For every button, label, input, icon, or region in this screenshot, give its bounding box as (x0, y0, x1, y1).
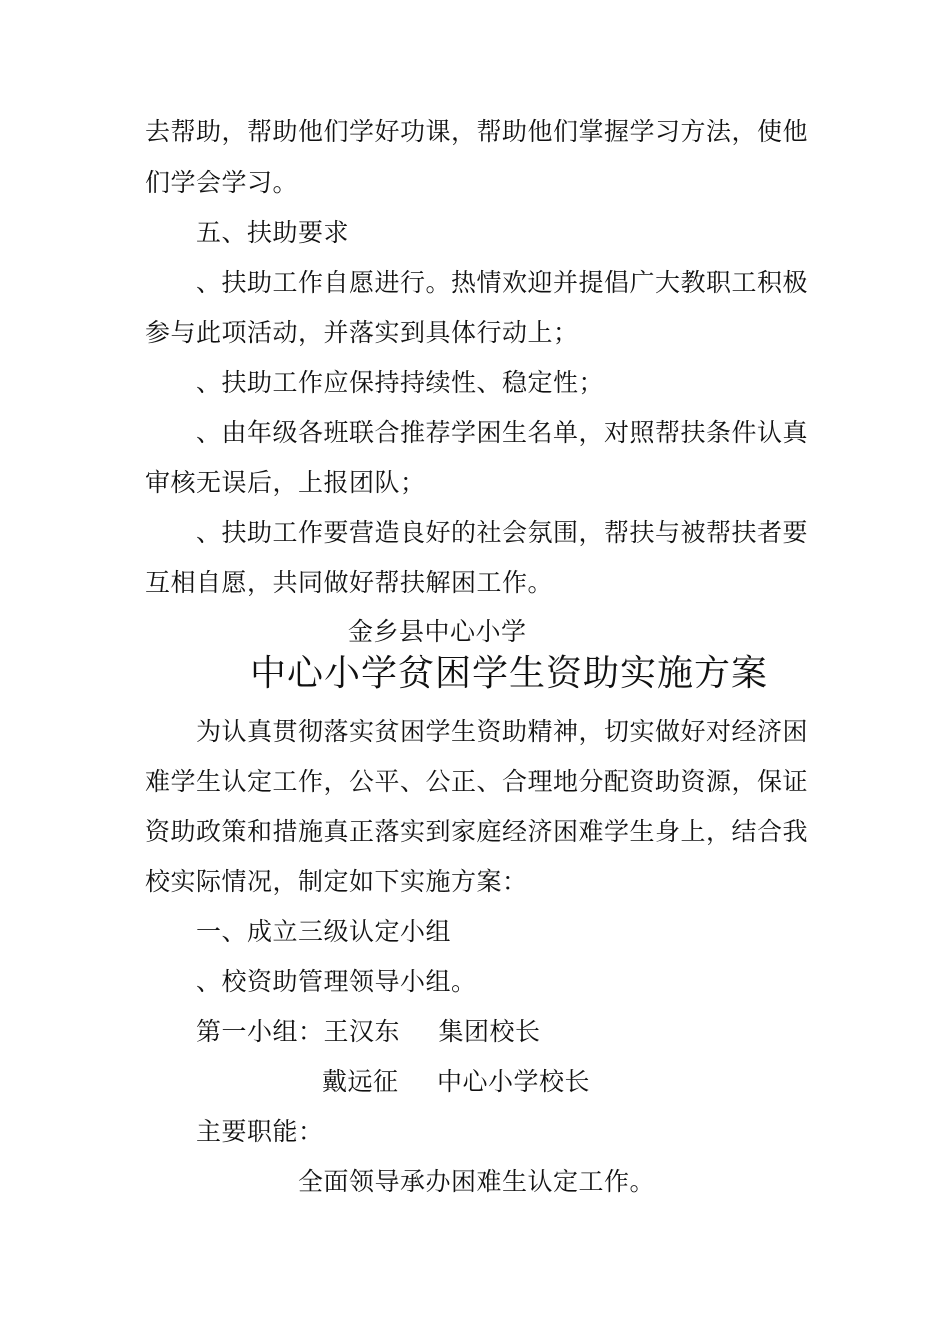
paragraph-line: 为认真贯彻落实贫困学生资助精神，切实做好对经济困 (196, 717, 809, 746)
school-name: 金乡县中心小学 (348, 617, 527, 646)
member-role: 集团校长 (438, 1017, 541, 1046)
paragraph-line: 互相自愿，共同做好帮扶解困工作。 (145, 568, 554, 597)
section-heading: 五、扶助要求 (196, 218, 350, 247)
paragraph-line: 、校资助管理领导小组。 (196, 967, 477, 996)
member-name: 戴远征 (322, 1067, 399, 1096)
member-name: 王汉东 (323, 1017, 401, 1046)
paragraph-line: 去帮助，帮助他们学好功课，帮助他们掌握学习方法，使他 (145, 117, 809, 146)
duties-text: 全面领导承办困难生认定工作。 (298, 1167, 656, 1196)
paragraph-line: 校实际情况，制定如下实施方案： (145, 867, 528, 896)
paragraph-line: 、由年级各班联合推荐学困生名单，对照帮扶条件认真 (196, 418, 809, 447)
paragraph-line: 、扶助工作自愿进行。热情欢迎并提倡广大教职工积极 (196, 268, 809, 297)
group-label: 第一小组： (196, 1017, 324, 1046)
duties-label: 主要职能： (196, 1117, 324, 1146)
paragraph-line: 难学生认定工作，公平、公正、合理地分配资助资源，保证 (145, 767, 809, 796)
paragraph-line: 审核无误后，上报团队； (145, 468, 426, 497)
paragraph-line: 、扶助工作要营造良好的社会氛围，帮扶与被帮扶者要 (196, 518, 809, 547)
section-heading: 一、成立三级认定小组 (196, 917, 452, 946)
paragraph-line: 们学会学习。 (145, 168, 299, 197)
group-member-row (322, 1067, 590, 1097)
paragraph-line: 资助政策和措施真正落实到家庭经济困难学生身上，结合我 (145, 817, 809, 846)
document-title: 中心小学贫困学生资助实施方案 (250, 653, 769, 694)
group-member-row (196, 1017, 541, 1047)
paragraph-line: 参与此项活动，并落实到具体行动上； (145, 318, 579, 347)
paragraph-line: 、扶助工作应保持持续性、稳定性； (196, 368, 605, 397)
member-role: 中心小学校长 (437, 1067, 591, 1096)
